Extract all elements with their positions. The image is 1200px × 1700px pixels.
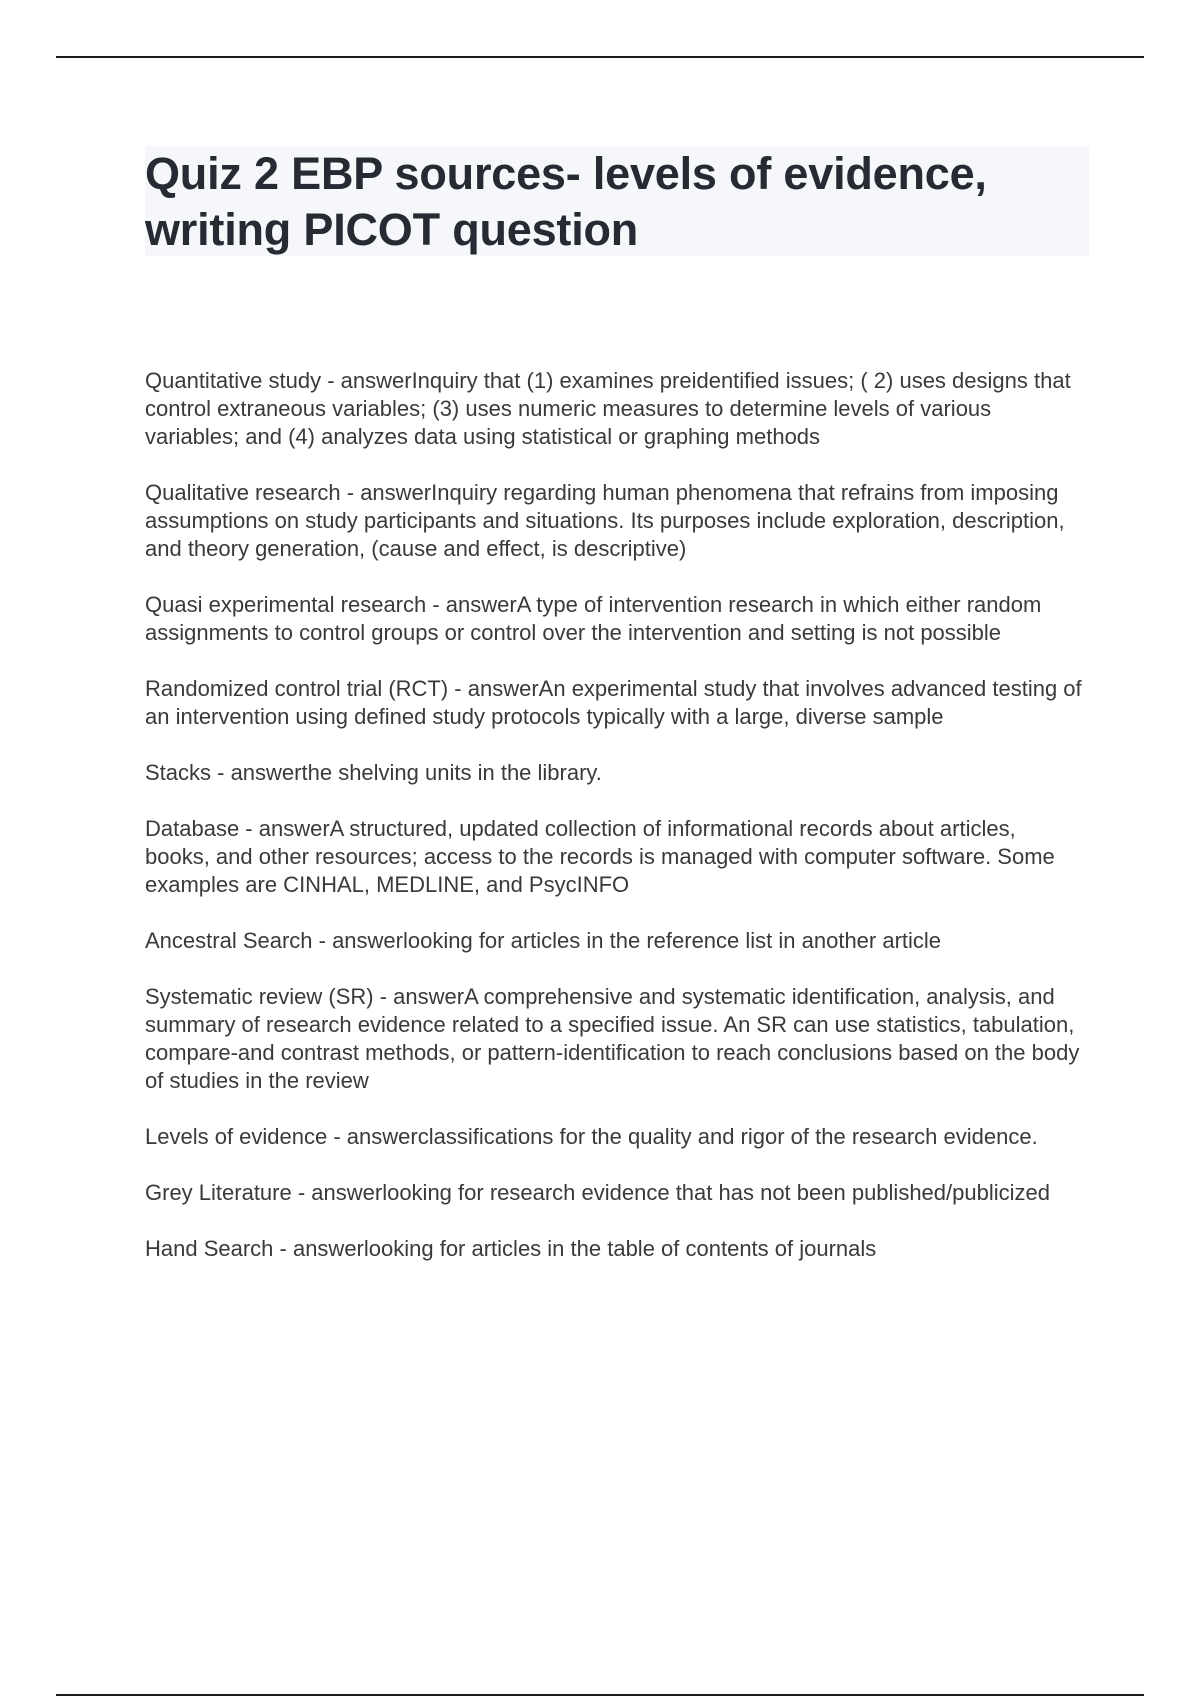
qa-item: Hand Search - answerlooking for articles in the table of contents of journals [145,1236,877,1261]
title-block [145,146,1089,256]
qa-item: Ancestral Search - answerlooking for articles in the reference list in another article [145,928,942,953]
top-rule [56,56,1144,58]
qa-list [145,367,1085,1291]
qa-item: Quasi experimental research - answerA type of intervention research in which either random assignments to control groups or control over the intervention and setting is not possible [145,592,1042,645]
qa-item: Database - answerA structured, updated collection of informational records about articles, books, and other resources; access to the records is managed with computer software. Some examples are CINHAL, MEDLINE, and PsycINFO [145,816,1055,897]
qa-item: Quantitative study - answerInquiry that (1) examines preidentified issues; ( 2) uses designs that control extraneous variables; (3) uses numeric measures to determine levels of various variables; and (4) analyzes data using statistical or graphing methods [145,368,1071,449]
bottom-rule [56,1694,1144,1696]
page-title: Quiz 2 EBP sources- levels of evidence, writing PICOT question [145,148,987,255]
qa-item: Stacks - answerthe shelving units in the library. [145,760,602,785]
qa-item: Levels of evidence - answerclassifications for the quality and rigor of the research evidence. [145,1124,1038,1149]
qa-item: Grey Literature - answerlooking for research evidence that has not been published/publicized [145,1180,1050,1205]
qa-item: Qualitative research - answerInquiry regarding human phenomena that refrains from imposing assumptions on study participants and situations. Its purposes include exploration, description, and theory generation, (cause and effect, is descriptive) [145,480,1065,561]
qa-item: Systematic review (SR) - answerA comprehensive and systematic identification, analysis, and summary of research evidence related to a specified issue. An SR can use statistics, tabulation, compare-and contrast methods, or pattern-identification to reach conclusions based on the body of studies in the review [145,984,1080,1093]
qa-item: Randomized control trial (RCT) - answerAn experimental study that involves advanced testing of an intervention using defined study protocols typically with a large, diverse sample [145,676,1082,729]
